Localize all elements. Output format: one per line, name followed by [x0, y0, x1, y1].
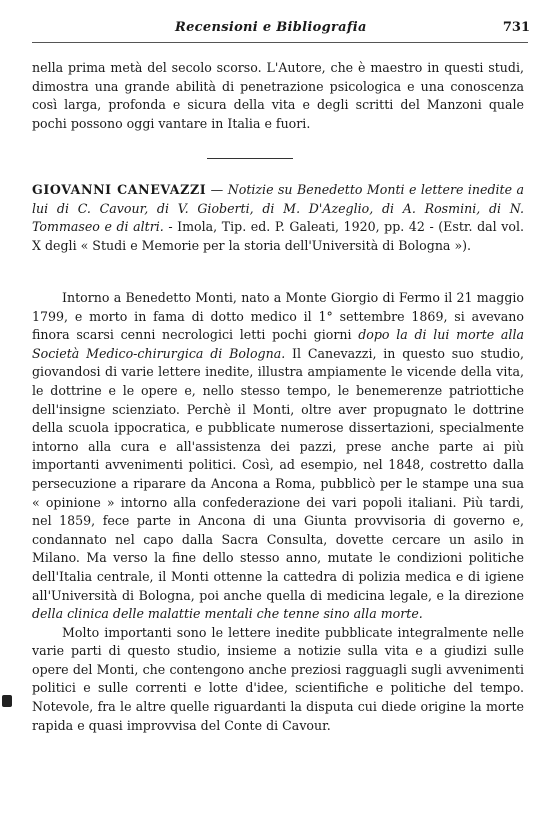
section-divider — [207, 158, 293, 159]
body-paragraph-1 — [32, 289, 524, 624]
review-dash: — — [206, 182, 228, 197]
review-body — [32, 289, 524, 735]
review-title: Notizie su Benedetto Monti e lettere inedite a lui di C. Cavour, di V. Gioberti, di M. D'Azeglio, di A. Rosmini, di N. Tommaseo e di altri. — [32, 182, 524, 235]
review-heading — [32, 181, 524, 255]
p1-part-d: della clinica delle malattie mentali che tenne sino alla morte. — [32, 606, 423, 622]
p1-part-a: Intorno a Benedetto Monti, nato a Monte Giorgio di Fermo il 21 maggio 1799, e morto in fama di dotto medico il 1° settembre 1869, si avevano finora scarsi cenni necrologici letti pochi giorni — [32, 290, 524, 343]
margin-mark — [2, 695, 12, 707]
continuation-text: nella prima metà del secolo scorso. L'Autore, che è maestro in questi studi, dimostra una grande abilità di penetrazione psicologica e una conoscenza così larga, profonda e sicura della vita e degli scritti del Manzoni quale pochi possono oggi vantare in Italia e fuori. — [32, 60, 524, 131]
continuation-paragraph — [32, 59, 524, 133]
page-number: 731 — [502, 20, 530, 35]
header-rule — [32, 42, 528, 43]
review-publication: - Imola, Tip. ed. P. Galeati, 1920, pp. 42 - (Estr. dal vol. X degli « Studi e Memorie per la storia dell'Università di Bologna »). — [32, 219, 524, 253]
body-paragraph-2: Molto importanti sono le lettere inedite pubblicate integralmente nelle varie parti di questo studio, insieme a notizie sulla vita e a giudizi sulle opere del Monti, che contengono anche preziosi ragguagli sugli avvenimenti politici e sulle correnti e lotte d'idee, scientifiche e politiche del tempo. Notevole, fra le altre quelle riguardanti la disputa cui diede origine la morte rapida e quasi improvvisa del Conte di Cavour. — [32, 624, 524, 733]
running-title: Recensioni e Bibliografia — [175, 20, 367, 35]
page-header — [30, 20, 530, 42]
p1-part-c: Il Canevazzi, in questo suo studio, giovandosi di varie lettere inedite, illustra ampiamente le vicende della vita, le dottrine e le opere e, nello stesso tempo, le benemerenze patriottiche dell'insigne scienziato. Perchè il Monti, oltre aver propugnato le dottrine della scuola ippocratica, e pubblicate numerose dissertazioni, specialmente intorno alla cura e all'assistenza dei pazzi, prese anche parte ai più importanti avvenimenti politici. Così, ad esempio, nel 1848, costretto dalla persecuzione a riparare da Ancona a Roma, pubblicò per le stampe una sua « opinione » intorno alla confederazione dei vari popoli italiani. Più tardi, nel 1859, fece parte in Ancona di una Giunta provvisoria di governo e, condannato nel capo dalla Sacra Consulta, dovette cercare un asilo in Milano. Ma verso la fine dello stesso anno, mutate le condizioni politiche dell'Italia centrale, il Monti ottenne la cattedra di polizia medica e di igiene all'Università di Bologna, poi anche quella di medicina legale, e la direzione — [32, 345, 524, 603]
review-author: GIOVANNI CANEVAZZI — [32, 182, 207, 197]
p1-part-b: dopo la di lui morte alla Società Medico-chirurgica di Bologna. — [32, 327, 524, 361]
